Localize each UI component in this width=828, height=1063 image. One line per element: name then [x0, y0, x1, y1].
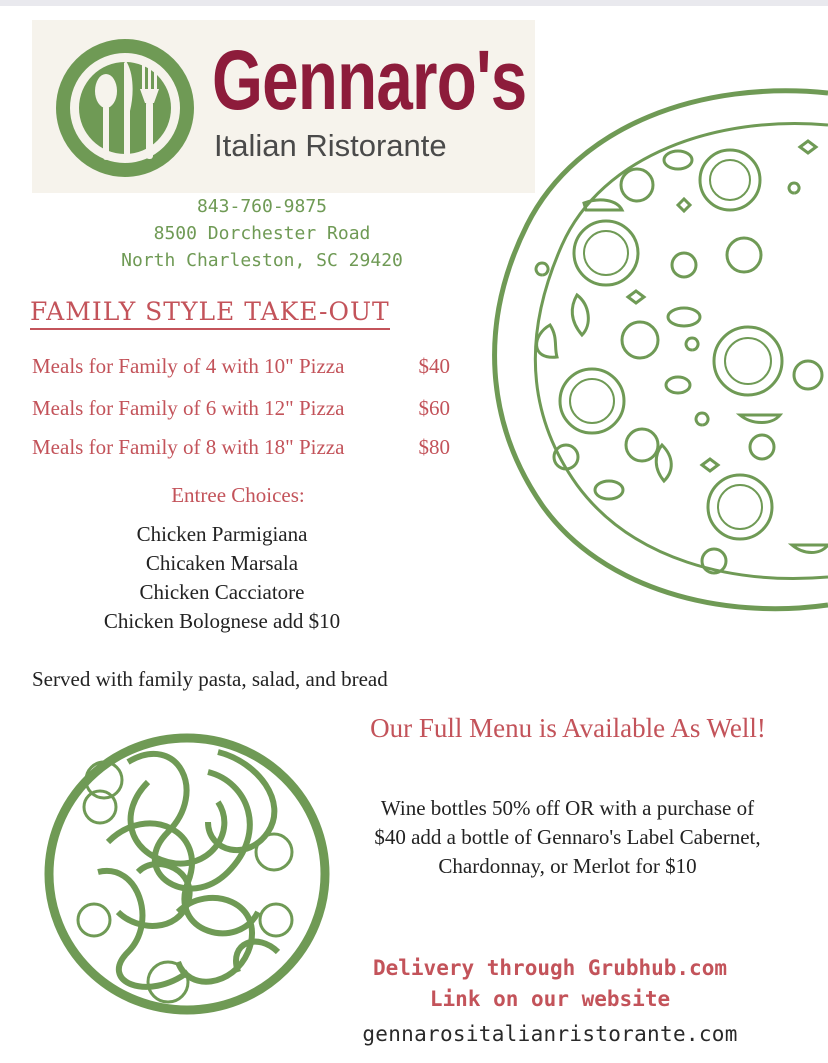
meal-label: Meals for Family of 4 with 10" Pizza — [32, 354, 345, 378]
meal-price: $60 — [418, 396, 450, 420]
delivery-info — [310, 953, 790, 1015]
entree-list — [32, 520, 412, 636]
city-address: North Charleston, SC 29420 — [121, 250, 403, 271]
entree-item: Chicaken Marsala — [145, 551, 299, 575]
phone-number[interactable]: 843-760-9875 — [196, 196, 328, 217]
section-heading: FAMILY STYLE TAKE-OUT — [30, 296, 390, 330]
restaurant-name: Gennaro's — [212, 33, 527, 127]
restaurant-logo — [32, 20, 535, 193]
wine-offer — [350, 794, 785, 881]
top-divider — [0, 0, 828, 6]
entree-item: Chicken Cacciatore — [139, 580, 305, 604]
served-note: Served with family pasta, salad, and bread — [32, 667, 388, 691]
wine-line: Chardonnay, or Merlot for $10 — [438, 854, 697, 878]
website-link[interactable]: gennarositalianristorante.com — [362, 1022, 738, 1046]
entree-title: Entree Choices: — [171, 483, 305, 507]
meal-price: $80 — [418, 435, 450, 459]
spaghetti-illustration — [38, 722, 336, 1022]
street-address: 8500 Dorchester Road — [153, 223, 371, 244]
entree-item: Chicken Bolognese add $10 — [103, 609, 341, 633]
contact-info — [32, 193, 492, 274]
entree-item: Chicken Parmigiana — [136, 522, 308, 546]
delivery-line: Delivery through Grubhub.com — [372, 956, 727, 980]
full-menu-notice: Our Full Menu is Available As Well! — [370, 713, 766, 743]
pizza-illustration — [482, 85, 828, 620]
delivery-line: Link on our website — [429, 987, 671, 1011]
restaurant-subtitle: Italian Ristorante — [214, 128, 447, 163]
wine-line: Wine bottles 50% off OR with a purchase of — [380, 796, 755, 820]
meal-price: $40 — [418, 354, 450, 378]
meal-label: Meals for Family of 6 with 12" Pizza — [32, 396, 345, 420]
meal-label: Meals for Family of 8 with 18" Pizza — [32, 435, 345, 459]
fork-knife-spoon-icon — [50, 33, 200, 183]
wine-line: $40 add a bottle of Gennaro's Label Cabernet, — [374, 825, 761, 849]
